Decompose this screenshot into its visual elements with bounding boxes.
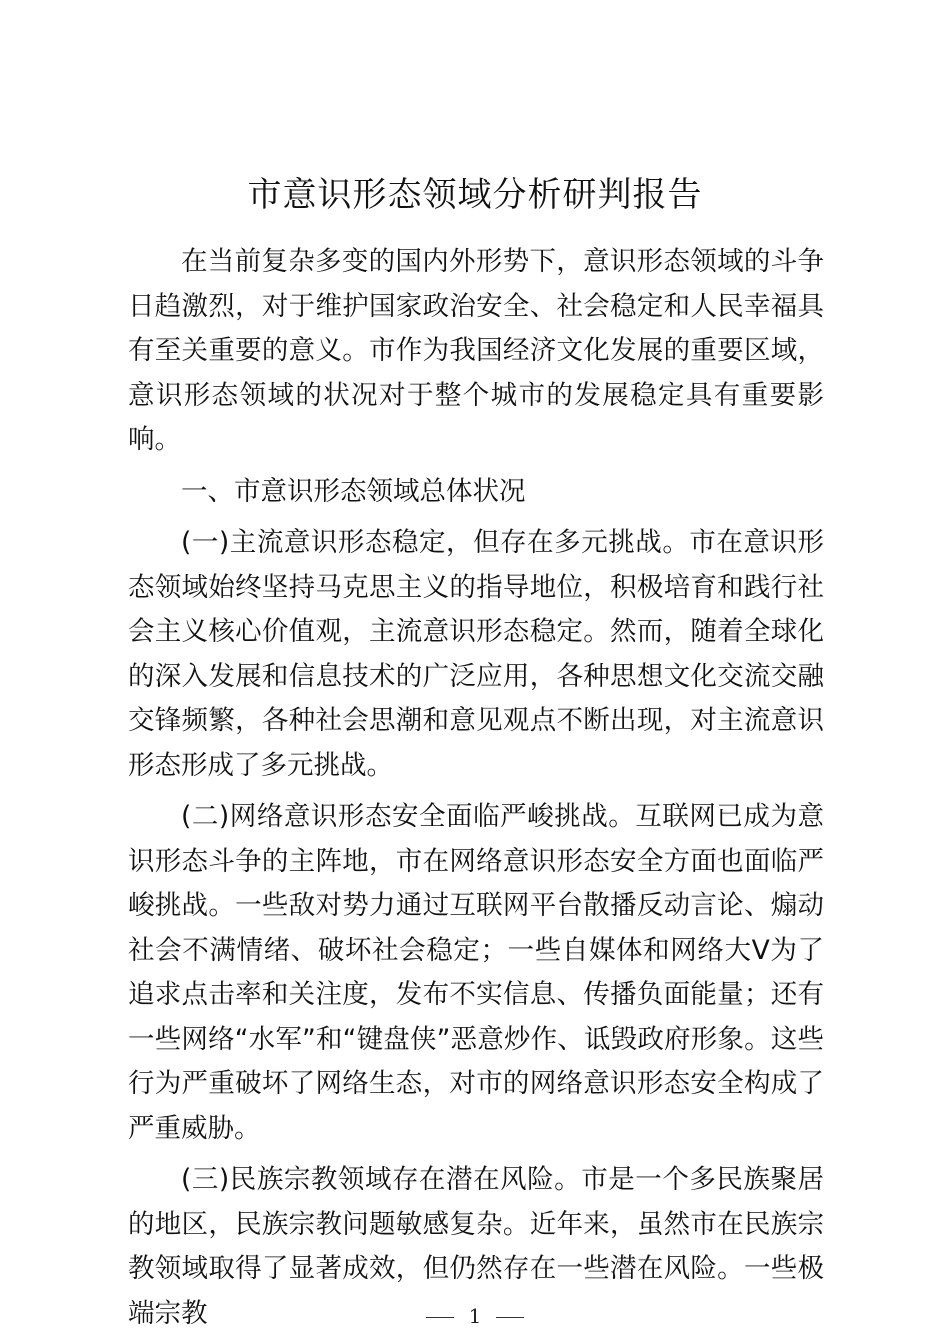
intro-paragraph: 在当前复杂多变的国内外形势下，意识形态领域的斗争日趋激烈，对于维护国家政治安全、社会稳定和人民幸福具有至关重要的意义。市作为我国经济文化发展的重要区域，意识形态领域的状况对于整个城市的发展稳定具有重要影响。 [128,246,824,455]
subsection-paragraph-2: (二)网络意识形态安全面临严峻挑战。互联网已成为意识形态斗争的主阵地，市在网络意识形态安全方面也面临严峻挑战。一些敌对势力通过互联网平台散播反动言论、煽动社会不满情绪、破坏社会稳定；一些自媒体和网络大V为了追求点击率和关注度，发布不实信息、传播负面能量；还有一些网络“水军”和“键盘侠”恶意炒作、诋毁政府形象。这些行为严重破坏了网络生态，对市的网络意识形态安全构成了严重威胁。 [128,801,824,1144]
document-body [128,240,824,1343]
section-heading: 一、市意识形态领域总体状况 [181,475,526,507]
footer-dash-right [496,1317,524,1318]
document-title: 市意识形态领域分析研判报告 [247,175,703,215]
footer-dash-left [426,1317,454,1318]
subsection-paragraph-3: (三)民族宗教领域存在潜在风险。市是一个多民族聚居的地区，民族宗教问题敏感复杂。近年来，虽然市在民族宗教领域取得了显著成效，但仍然存在一些潜在风险。一些极端宗教 [128,1164,824,1329]
page-number: 1 [468,1304,482,1328]
page-footer [0,1302,950,1330]
subsection-paragraph-1: (一)主流意识形态稳定，但存在多元挑战。市在意识形态领域始终坚持马克思主义的指导地位，积极培育和践行社会主义核心价值观，主流意识形态稳定。然而，随着全球化的深入发展和信息技术的广泛应用，各种思想文化交流交融交锋频繁，各种社会思潮和意见观点不断出现，对主流意识形态形成了多元挑战。 [128,527,824,781]
